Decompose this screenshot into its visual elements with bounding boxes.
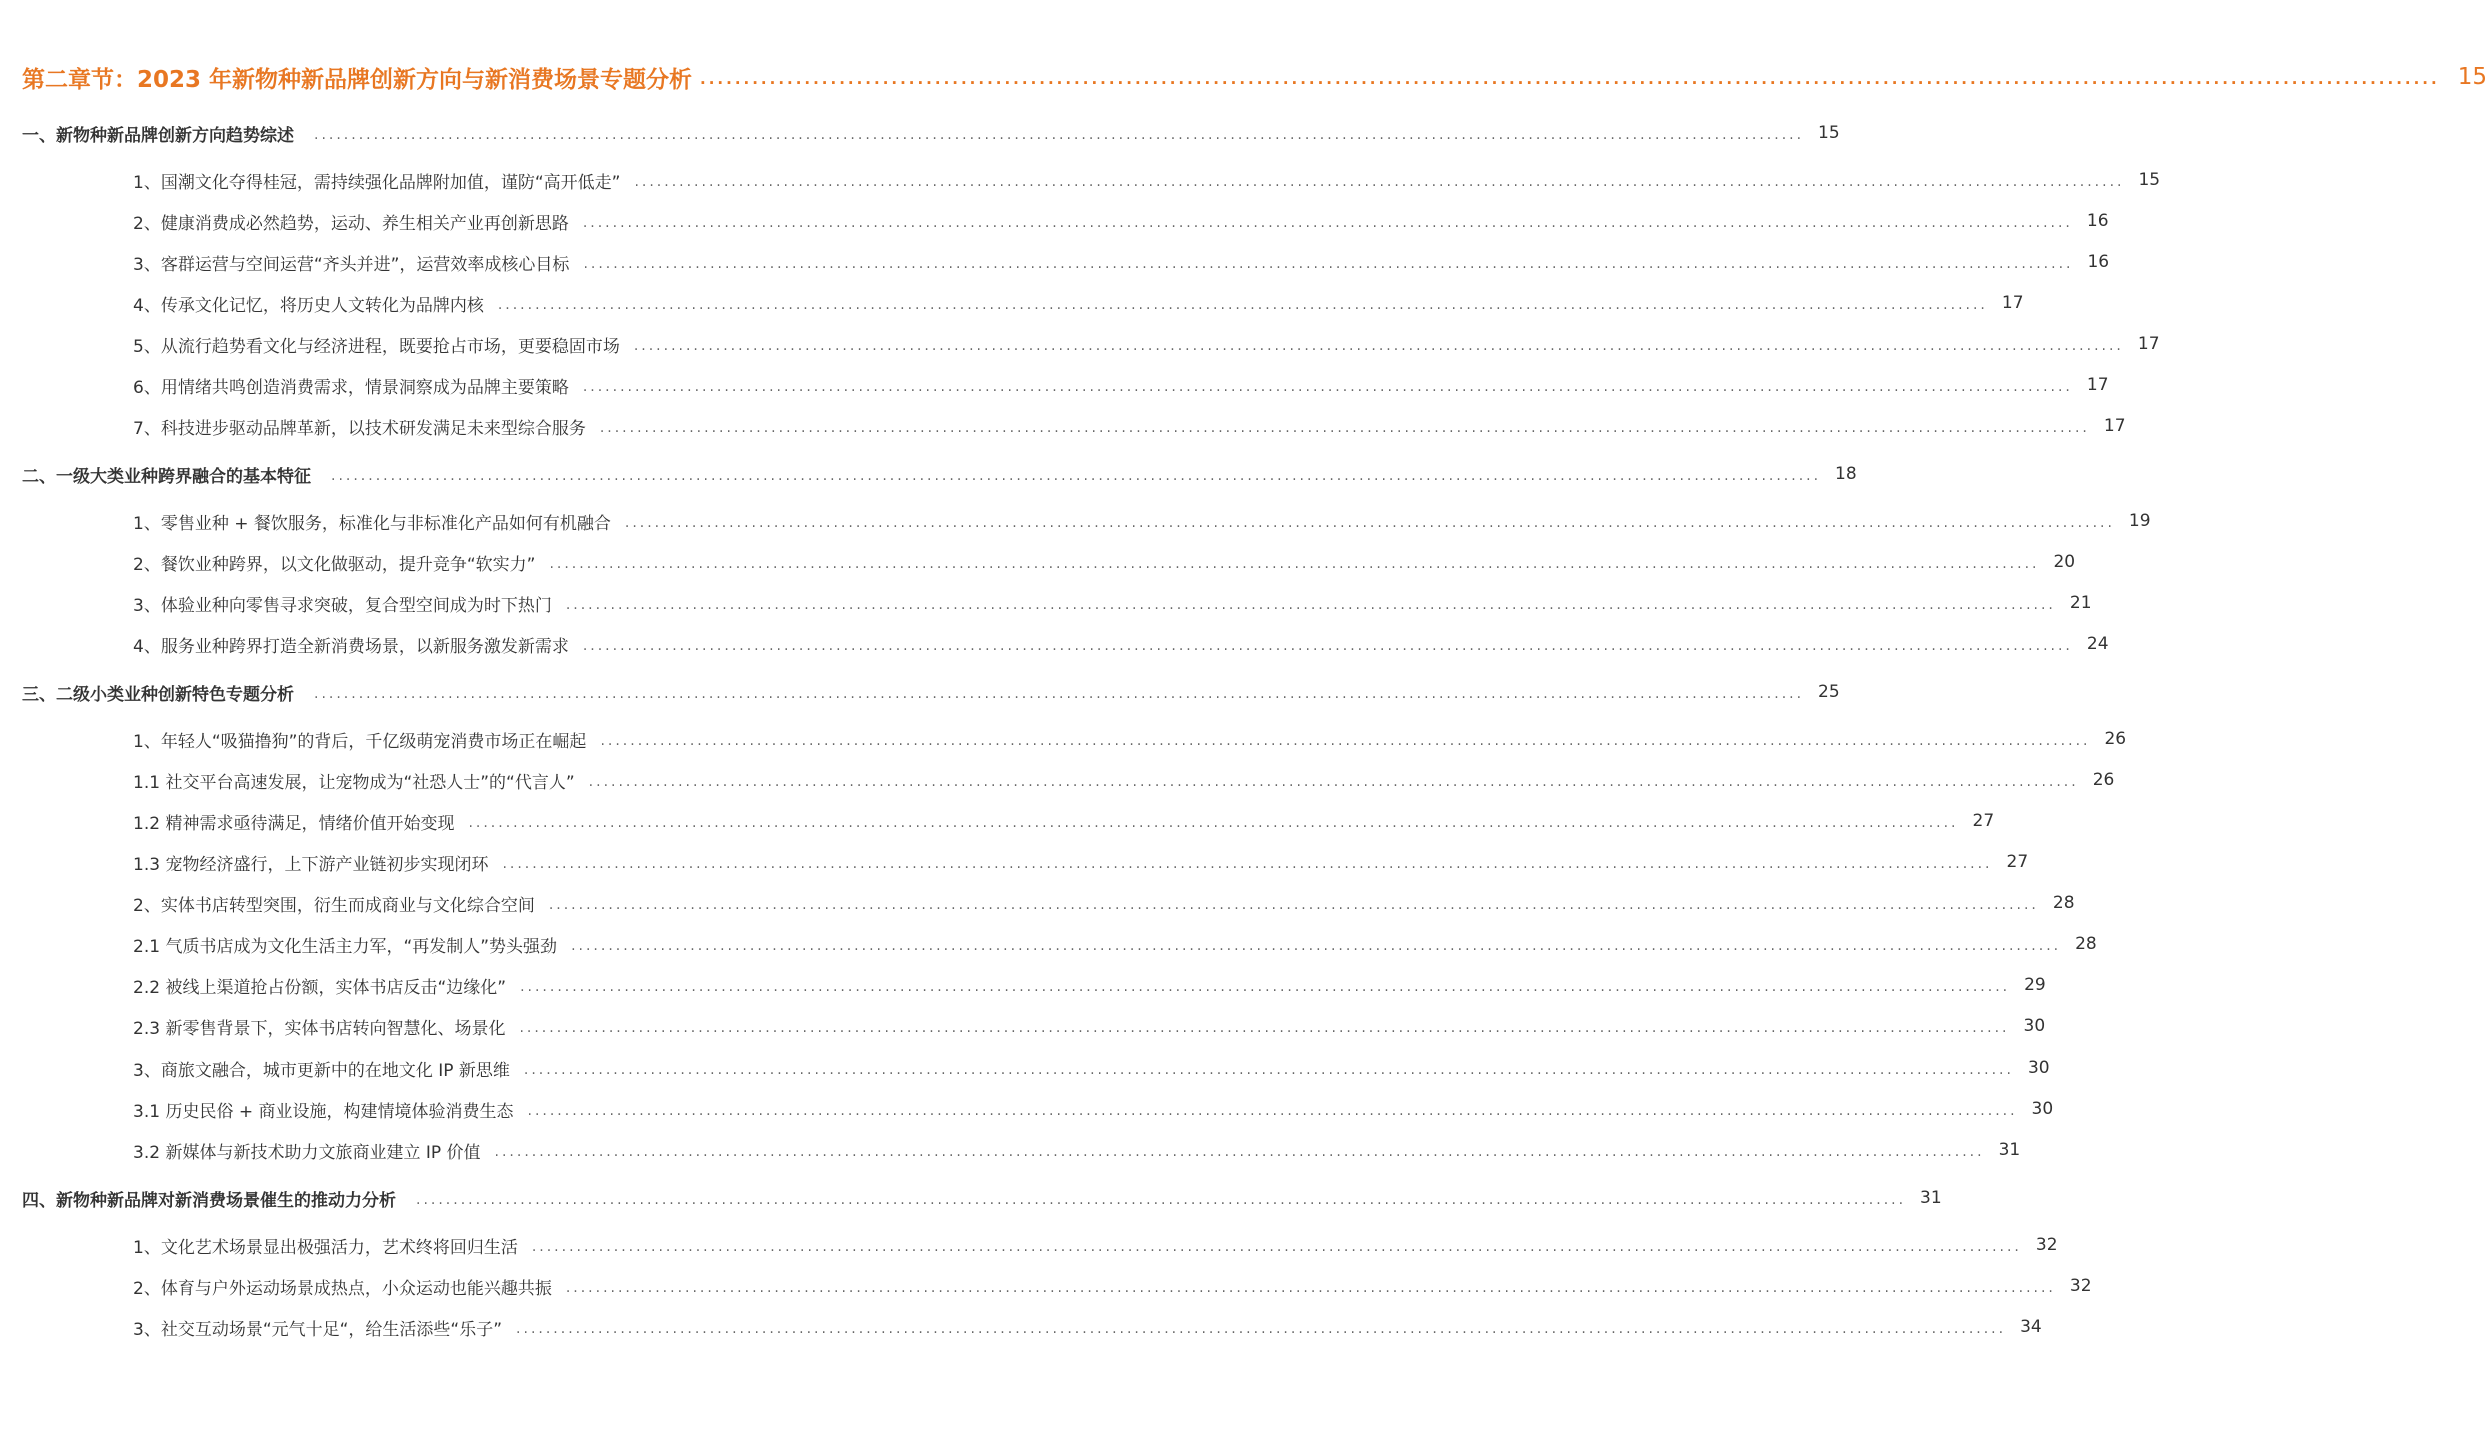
page-number: 26 <box>2104 729 2127 749</box>
entry-title: 3.1 历史民俗 + 商业设施，构建情境体验消费生态 <box>133 1101 514 1122</box>
page-number: 27 <box>1972 811 1995 831</box>
entry-title: 1、文化艺术场景显出极强活力，艺术终将回归生活 <box>133 1237 518 1258</box>
page-number: 32 <box>2069 1276 2092 1296</box>
dot-leader: ........................................................................................................................................................................................................ <box>624 515 2115 531</box>
entry-title: 5、从流行趋势看文化与经济进程，既要抢占市场，更要稳固市场 <box>133 336 620 357</box>
toc-entry[interactable] <box>0 1228 2058 1262</box>
dot-leader: ........................................................................................................................................................................................................ <box>700 70 2440 88</box>
toc-entry[interactable] <box>0 504 2151 538</box>
page-number: 31 <box>1998 1140 2021 1160</box>
toc-entry[interactable] <box>0 286 2024 320</box>
page-number: 18 <box>1835 464 1857 484</box>
dot-leader: ........................................................................................................................................................................................................ <box>527 1103 2018 1119</box>
toc-entry[interactable] <box>0 245 2110 279</box>
toc-entry[interactable] <box>0 545 2076 579</box>
dot-leader: ........................................................................................................................................................................................................ <box>502 856 1993 872</box>
entry-title: 2.3 新零售背景下，实体书店转向智慧化、场景化 <box>133 1018 506 1039</box>
entry-title: 4、传承文化记忆，将历史人文转化为品牌内核 <box>133 295 484 316</box>
entry-title: 2、实体书店转型突围，衍生而成商业与文化综合空间 <box>133 895 535 916</box>
entry-title: 7、科技进步驱动品牌革新，以技术研发满足未来型综合服务 <box>133 418 586 439</box>
page-number: 19 <box>2128 511 2151 531</box>
page-number: 17 <box>2001 293 2024 313</box>
dot-leader: ........................................................................................................................................................................................................ <box>314 127 1805 143</box>
toc-entry[interactable] <box>0 368 2109 402</box>
section-title: 一级大类业种跨界融合的基本特征 <box>56 466 311 487</box>
chapter-heading[interactable] <box>0 60 2487 94</box>
page-number: 15 <box>2457 64 2487 90</box>
page-number: 25 <box>1818 682 1840 702</box>
entry-title: 1、年轻人“吸猫撸狗”的背后，千亿级萌宠消费市场正在崛起 <box>133 731 587 752</box>
toc-entry[interactable] <box>0 1009 2046 1043</box>
toc-entry[interactable] <box>0 1269 2092 1303</box>
dot-leader: ........................................................................................................................................................................................................ <box>583 256 2074 272</box>
page-number: 24 <box>2086 634 2109 654</box>
dot-leader: ........................................................................................................................................................................................................ <box>582 379 2073 395</box>
page-number: 31 <box>1920 1188 1942 1208</box>
dot-leader: ........................................................................................................................................................................................................ <box>600 733 2091 749</box>
toc-entry[interactable] <box>0 927 2097 961</box>
page-number: 21 <box>2069 593 2092 613</box>
section-number: 三、 <box>22 684 56 705</box>
section-heading[interactable] <box>0 1181 1942 1215</box>
toc-entry[interactable] <box>0 327 2160 361</box>
page-number: 20 <box>2053 552 2076 572</box>
toc-entry[interactable] <box>0 163 2161 197</box>
toc-entry[interactable] <box>0 1310 2042 1344</box>
section-heading[interactable] <box>0 457 1857 491</box>
page-number: 17 <box>2086 375 2109 395</box>
dot-leader: ........................................................................................................................................................................................................ <box>520 979 2011 995</box>
dot-leader: ........................................................................................................................................................................................................ <box>516 1321 2007 1337</box>
entry-title: 2、餐饮业种跨界，以文化做驱动，提升竞争“软实力” <box>133 554 536 575</box>
dot-leader: ........................................................................................................................................................................................................ <box>571 938 2062 954</box>
entry-title: 1.3 宠物经济盛行，上下游产业链初步实现闭环 <box>133 854 489 875</box>
page-number: 32 <box>2035 1235 2058 1255</box>
section-number: 二、 <box>22 466 56 487</box>
dot-leader: ........................................................................................................................................................................................................ <box>314 686 1805 702</box>
page-number: 29 <box>2024 975 2046 995</box>
entry-title: 4、服务业种跨界打造全新消费场景，以新服务激发新需求 <box>133 636 569 657</box>
entry-title: 3、体验业种向零售寻求突破，复合型空间成为时下热门 <box>133 595 552 616</box>
toc-entry[interactable] <box>0 1092 2054 1126</box>
section-title: 新物种新品牌创新方向趋势综述 <box>56 125 294 146</box>
dot-leader: ........................................................................................................................................................................................................ <box>582 215 2073 231</box>
entry-title: 1、零售业种 + 餐饮服务，标准化与非标准化产品如何有机融合 <box>133 513 611 534</box>
entry-title: 3、商旅文融合，城市更新中的在地文化 IP 新思维 <box>133 1060 510 1081</box>
entry-title: 1.2 精神需求亟待满足，情绪价值开始变现 <box>133 813 455 834</box>
entry-title: 2、体育与户外运动场景成热点，小众运动也能兴趣共振 <box>133 1278 552 1299</box>
dot-leader: ........................................................................................................................................................................................................ <box>416 1192 1907 1208</box>
page-number: 28 <box>2052 893 2075 913</box>
toc-entry[interactable] <box>0 722 2127 756</box>
page-number: 16 <box>2086 211 2109 231</box>
toc-entry[interactable] <box>0 763 2115 797</box>
dot-leader: ........................................................................................................................................................................................................ <box>549 556 2040 572</box>
entry-title: 2.1 气质书店成为文化生活主力军，“再发制人”势头强劲 <box>133 936 558 957</box>
chapter-title: 第二章节：2023 年新物种新品牌创新方向与新消费场景专题分析 <box>22 66 693 93</box>
toc-entry[interactable] <box>0 886 2075 920</box>
page-number: 30 <box>2031 1099 2054 1119</box>
page-number: 17 <box>2137 334 2160 354</box>
page-number: 15 <box>2138 170 2161 190</box>
section-title: 新物种新品牌对新消费场景催生的推动力分析 <box>56 1190 396 1211</box>
page-number: 16 <box>2087 252 2110 272</box>
dot-leader: ........................................................................................................................................................................................................ <box>599 420 2090 436</box>
dot-leader: ........................................................................................................................................................................................................ <box>634 174 2125 190</box>
entry-title: 3.2 新媒体与新技术助力文旅商业建立 IP 价值 <box>133 1142 481 1163</box>
entry-title: 1.1 社交平台高速发展，让宠物成为“社恐人士”的“代言人” <box>133 772 575 793</box>
section-number: 一、 <box>22 125 56 146</box>
toc-entry[interactable] <box>0 804 1995 838</box>
section-title: 二级小类业种创新特色专题分析 <box>56 684 294 705</box>
dot-leader: ........................................................................................................................................................................................................ <box>468 815 1959 831</box>
entry-title: 3、客群运营与空间运营“齐头并进”，运营效率成核心目标 <box>133 254 570 275</box>
toc-entry[interactable] <box>0 586 2092 620</box>
dot-leader: ........................................................................................................................................................................................................ <box>565 597 2056 613</box>
toc-entry[interactable] <box>0 1051 2050 1085</box>
toc-entry[interactable] <box>0 409 2126 443</box>
page-number: 26 <box>2092 770 2115 790</box>
dot-leader: ........................................................................................................................................................................................................ <box>497 297 1988 313</box>
dot-leader: ........................................................................................................................................................................................................ <box>548 897 2039 913</box>
section-number: 四、 <box>22 1190 56 1211</box>
page-number: 34 <box>2020 1317 2042 1337</box>
dot-leader: ........................................................................................................................................................................................................ <box>523 1062 2014 1078</box>
entry-title: 1、国潮文化夺得桂冠，需持续强化品牌附加值，谨防“高开低走” <box>133 172 621 193</box>
dot-leader: ........................................................................................................................................................................................................ <box>565 1280 2056 1296</box>
page-number: 30 <box>2027 1058 2050 1078</box>
page-number: 28 <box>2075 934 2097 954</box>
entry-title: 6、用情绪共鸣创造消费需求，情景洞察成为品牌主要策略 <box>133 377 569 398</box>
toc-entry[interactable] <box>0 1133 2021 1167</box>
toc-entry[interactable] <box>0 845 2029 879</box>
dot-leader: ........................................................................................................................................................................................................ <box>582 638 2073 654</box>
page-number: 17 <box>2103 416 2126 436</box>
toc-entry[interactable] <box>0 968 2046 1002</box>
page-number: 30 <box>2023 1016 2046 1036</box>
toc-entry[interactable] <box>0 204 2109 238</box>
dot-leader: ........................................................................................................................................................................................................ <box>588 774 2079 790</box>
entry-title: 2.2 被线上渠道抢占份额，实体书店反击“边缘化” <box>133 977 507 998</box>
section-heading[interactable] <box>0 116 1840 150</box>
toc-entry[interactable] <box>0 627 2109 661</box>
entry-title: 3、社交互动场景“元气十足“，给生活添些“乐子” <box>133 1319 503 1340</box>
dot-leader: ........................................................................................................................................................................................................ <box>494 1144 1985 1160</box>
dot-leader: ........................................................................................................................................................................................................ <box>633 338 2124 354</box>
dot-leader: ........................................................................................................................................................................................................ <box>519 1020 2010 1036</box>
page-number: 27 <box>2006 852 2029 872</box>
page-number: 15 <box>1818 123 1840 143</box>
entry-title: 2、健康消费成必然趋势，运动、养生相关产业再创新思路 <box>133 213 569 234</box>
section-heading[interactable] <box>0 675 1840 709</box>
dot-leader: ........................................................................................................................................................................................................ <box>531 1239 2022 1255</box>
dot-leader: ........................................................................................................................................................................................................ <box>331 468 1822 484</box>
